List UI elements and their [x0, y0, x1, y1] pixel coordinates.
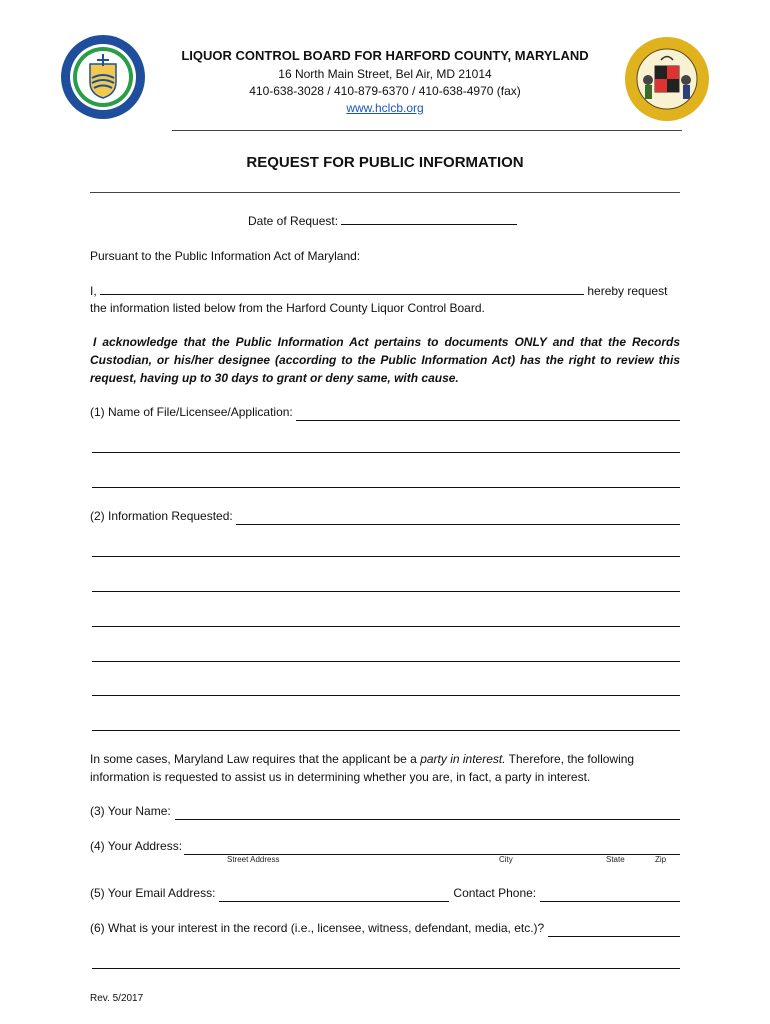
- city-caption: City: [499, 855, 513, 864]
- email-input[interactable]: [219, 889, 449, 902]
- party-paragraph: [90, 750, 680, 786]
- contact-phone-input[interactable]: [540, 889, 680, 902]
- website-link[interactable]: www.hclcb.org: [346, 101, 424, 115]
- field1-line-3[interactable]: [92, 487, 680, 488]
- field4-label: (4) Your Address:: [90, 839, 183, 853]
- revision-label: Rev. 5/2017: [90, 993, 144, 1004]
- field2-line-5[interactable]: [92, 661, 680, 662]
- hereby-text: hereby request: [587, 284, 668, 298]
- field2-line-3[interactable]: [92, 591, 680, 592]
- date-field[interactable]: [341, 212, 517, 225]
- acknowledge-paragraph: I acknowledge that the Public Information Act pertains to documents ONLY and that the Records Custodian, or his/her designee (according to the Public Information Act) has the right to review this request, having up to 30 days to grant or deny same, with cause.: [90, 335, 680, 385]
- contact-phone-label: Contact Phone:: [453, 886, 537, 900]
- field6-line-2[interactable]: [92, 968, 680, 969]
- date-label: Date of Request:: [248, 214, 339, 228]
- pursuant-text: Pursuant to the Public Information Act of Maryland:: [90, 249, 361, 263]
- address-input[interactable]: [184, 842, 680, 855]
- field2-label: (2) Information Requested:: [90, 509, 233, 523]
- title-rule: [90, 192, 680, 193]
- requester-row: [90, 282, 682, 300]
- field2-line-4[interactable]: [92, 626, 680, 627]
- field6-label: (6) What is your interest in the record (i.e., licensee, witness, defendant, media, etc.)?: [90, 921, 545, 935]
- street-address-caption: Street Address: [227, 855, 280, 864]
- org-name: LIQUOR CONTROL BOARD FOR HARFORD COUNTY, MARYLAND: [181, 48, 589, 63]
- field5-label: (5) Your Email Address:: [90, 886, 216, 900]
- interest-input[interactable]: [548, 924, 680, 937]
- field2-input[interactable]: [236, 512, 680, 525]
- org-phones: 410-638-3028 / 410-879-6370 / 410-638-4970 (fax): [249, 84, 521, 98]
- requester-name-field[interactable]: [100, 282, 584, 295]
- field1-input[interactable]: [296, 408, 680, 421]
- field5-row: [90, 884, 680, 902]
- info-line: the information listed below from the Harford County Liquor Control Board.: [90, 301, 485, 315]
- party-text-1: In some cases, Maryland Law requires that the applicant be a: [90, 752, 421, 766]
- field2-row: [90, 507, 680, 525]
- field2-line-2[interactable]: [92, 556, 680, 557]
- state-caption: State: [606, 855, 625, 864]
- field2-line-6[interactable]: [92, 695, 680, 696]
- field2-line-7[interactable]: [92, 730, 680, 731]
- party-text-italic: party in interest.: [420, 752, 506, 766]
- party-text-2: Therefore, the following information is requested to assist us in determining whether you are, in fact, a party in interest.: [90, 752, 635, 784]
- org-address: 16 North Main Street, Bel Air, MD 21014: [278, 67, 492, 81]
- field1-row: [90, 403, 680, 421]
- name-input[interactable]: [175, 807, 680, 820]
- field1-line-2[interactable]: [92, 452, 680, 453]
- i-label: I,: [90, 284, 97, 298]
- header-rule: [172, 130, 682, 131]
- field3-label: (3) Your Name:: [90, 804, 171, 818]
- zip-caption: Zip: [655, 855, 667, 864]
- harford-county-seal: [60, 34, 146, 120]
- date-row: [248, 212, 517, 230]
- field1-label: (1) Name of File/Licensee/Application:: [90, 405, 293, 419]
- document-title: REQUEST FOR PUBLIC INFORMATION: [246, 154, 524, 171]
- field4-row: [90, 837, 680, 855]
- field6-row: [90, 919, 680, 937]
- maryland-state-seal: [624, 36, 710, 122]
- field3-row: [90, 802, 680, 820]
